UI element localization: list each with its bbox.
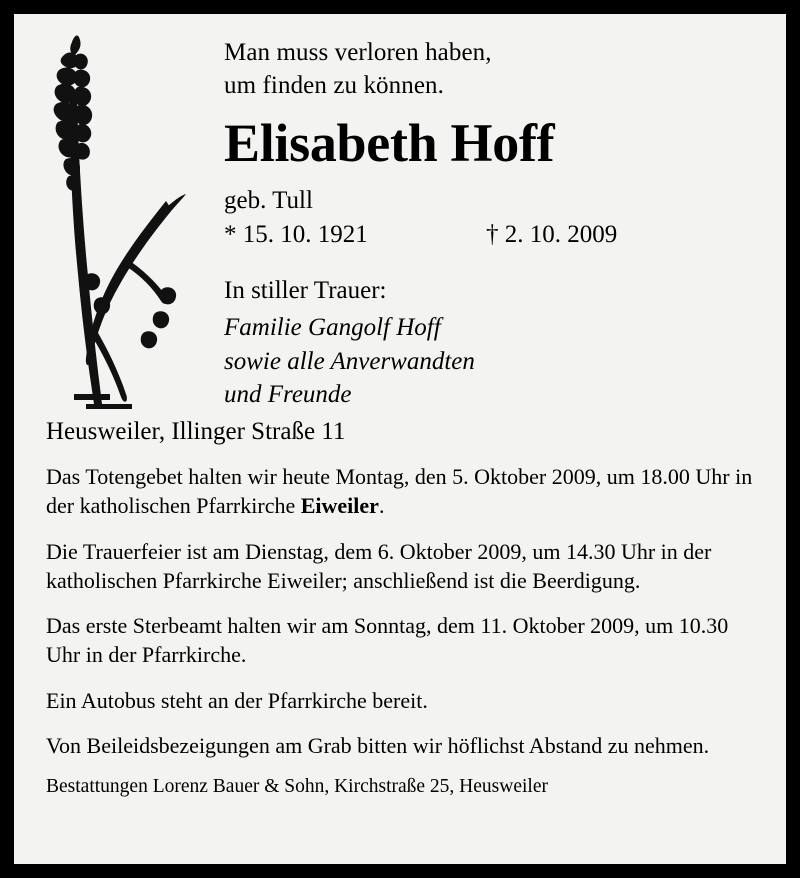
mourners-list <box>224 311 786 411</box>
paragraph-text-pre: Die Trauerfeier ist am Dienstag, dem 6. Oktober 2009, um 14.30 Uhr in der katholischen Pfarrkirche Eiweiler; anschließend ist die Beerdigung. <box>46 538 712 593</box>
paragraph-text-pre: Ein Autobus steht an der Pfarrkirche bereit. <box>46 687 428 713</box>
mourner-line: Familie Gangolf Hoff <box>224 314 441 342</box>
paragraph-text-bold: Eiweiler <box>300 493 379 519</box>
death-date: † 2. 10. 2009 <box>486 221 618 249</box>
notice-paragraph <box>46 731 766 760</box>
paragraph-text-pre: Von Beileidsbezeigungen am Grab bitten wir höflichst Abstand zu nehmen. <box>46 732 710 758</box>
mourner-line: und Freunde <box>224 380 352 408</box>
notice-paragraph <box>46 686 766 715</box>
notice-paragraph <box>46 611 766 670</box>
mourner-line: sowie alle Anverwandten <box>224 347 475 375</box>
obituary-header <box>14 14 786 416</box>
life-dates <box>224 221 786 249</box>
motto-line-1: Man muss verloren haben, <box>224 39 492 66</box>
header-text-block <box>224 26 786 411</box>
motto <box>224 36 786 102</box>
motto-line-2: um finden zu können. <box>224 72 445 99</box>
paragraph-text-pre: Das Totengebet halten wir heute Montag, den 5. Oktober 2009, um 18.00 Uhr in der katholischen Pfarrkirche <box>46 464 753 519</box>
obituary-body <box>14 418 786 798</box>
grass-stalk-ornament <box>14 26 224 416</box>
deceased-name: Elisabeth Hoff <box>224 113 555 173</box>
paragraph-text-post: . <box>378 493 385 519</box>
undertaker-line: Bestattungen Lorenz Bauer & Sohn, Kirchstraße 25, Heusweiler <box>46 776 548 797</box>
obituary-card <box>14 14 786 864</box>
notice-paragraph <box>46 537 766 596</box>
maiden-name: geb. Tull <box>224 187 313 215</box>
mourning-label: In stiller Trauer: <box>224 277 387 305</box>
address-line: Heusweiler, Illinger Straße 11 <box>46 418 346 445</box>
paragraph-text-pre: Das erste Sterbeamt halten wir am Sonntag, dem 11. Oktober 2009, um 10.30 Uhr in der Pfarrkirche. <box>46 613 729 668</box>
birth-date: * 15. 10. 1921 <box>224 221 368 249</box>
notice-paragraph <box>46 462 766 521</box>
